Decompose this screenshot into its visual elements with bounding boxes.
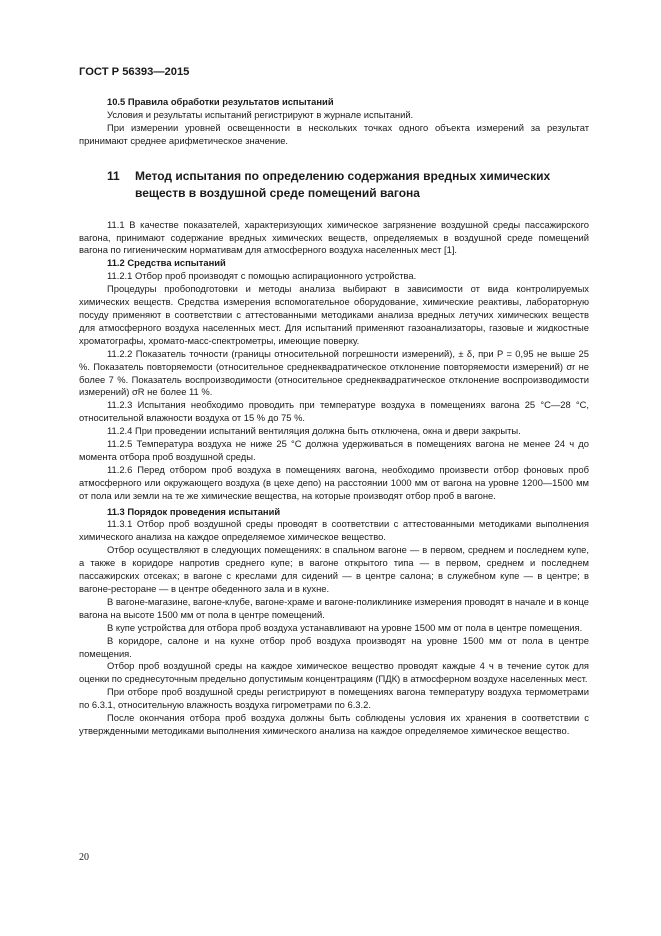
paragraph: При измерении уровней освещенности в нескольких точках одного объекта измерений за результат принимают среднее арифметическое значение. <box>79 121 589 146</box>
section-11-title-line1: Метод испытания по определению содержания вредных химических <box>135 168 551 183</box>
section-11-title <box>79 168 589 202</box>
page-content <box>79 96 589 738</box>
section-11-3-title: 11.3 Порядок проведения испытаний <box>107 505 281 517</box>
paragraph-11-1: 11.1 В качестве показателей, характеризующих химическое загрязнение воздушной среды пассажирского вагона, принимают содержание вредных химических веществ, определяемых в воздушной среде помещений вагона по гигиеническим нормативам для атмосферного воздуха населенных мест [1]. <box>79 218 589 256</box>
paragraph: Отбор проб воздушной среды на каждое химическое вещество проводят каждые 4 ч в течение суток для оценки по среднесуточным предельно допустимым концентрациям (ПДК) в атмосферном воздухе населенных мест. <box>79 660 589 685</box>
paragraph: При отборе проб воздушной среды регистрируют в помещениях вагона температуру воздуха термометрами по 6.3.1, относительную влажность воздуха гигрометрами по 6.3.2. <box>79 686 589 711</box>
paragraph: В купе устройства для отбора проб воздуха устанавливают на уровне 1500 мм от пола в центре помещения. <box>107 621 583 633</box>
paragraph: 11.2.2 Показатель точности (границы относительной погрешности измерений), ± δ, при P = 0,95 не выше 25 %. Показатель повторяемости (относительное среднеквадратическое отклонение повторяемости измерений) σr не более 7 %. Показатель воспроизводимости (относительное среднеквадратическое отклонение воспроизводимости измерений) σR не более 11 %. <box>79 347 589 398</box>
section-11-2-title: 11.2 Средства испытаний <box>107 257 226 269</box>
paragraph: Условия и результаты испытаний регистрируют в журнале испытаний. <box>107 108 414 120</box>
paragraph: 11.2.5 Температура воздуха не ниже 25 °С должна удерживаться в помещениях вагона не менее 24 ч до момента отбора проб воздушной среды. <box>79 438 589 462</box>
paragraph: 11.3.1 Отбор проб воздушной среды проводят в соответствии с аттестованными методиками выполнения химического анализа на каждое определяемое химическое вещество. <box>79 518 589 543</box>
paragraph: Отбор осуществляют в следующих помещениях: в спальном вагоне — в первом, среднем и последнем купе, а также в коридоре напротив среднего купе; в вагоне открытого типа — в первом, среднем и последнем пассажирских отсеках; в вагоне с креслами для сидений — в центре салона; в служебном купе — в центре; в вагоне-ресторане — в центре обеденного зала и в кухне. <box>79 544 589 594</box>
section-10-5-title: 10.5 Правила обработки результатов испытаний <box>107 96 334 107</box>
paragraph: 11.2.1 Отбор проб производят с помощью аспирационного устройства. <box>107 270 417 282</box>
paragraph: 11.2.4 При проведении испытаний вентиляция должна быть отключена, окна и двери закрыты. <box>107 425 521 437</box>
section-11-title-line2: веществ в воздушной среде помещений вагона <box>135 185 420 200</box>
paragraph: Процедуры пробоподготовки и методы анализа выбирают в зависимости от вида контролируемых химических веществ. Средства измерения вспомогательное оборудование, химические реактивы, лабораторную посуду применяют в соответствии с аттестованными методиками анализа вредных летучих химических веществ для атмосферного воздуха населенных мест. Для испытаний применяют газоанализаторы, газовые и жидкостные хроматографы, хромато-масс-спектрометры, имеющие поверку. <box>79 283 589 346</box>
page-number: 20 <box>79 852 89 863</box>
document-header: ГОСТ Р 56393—2015 <box>79 66 190 78</box>
paragraph: 11.2.3 Испытания необходимо проводить при температуре воздуха в помещениях вагона 25 °С—28 °С, относительной влажности воздуха от 15 % до 75 %. <box>79 399 589 424</box>
paragraph: В вагоне-магазине, вагоне-клубе, вагоне-храме и вагоне-поликлинике измерения проводят в начале и в конце вагона на высоте 1500 мм от пола в центре помещений. <box>79 595 589 620</box>
section-11-number: 11 <box>107 168 120 183</box>
paragraph: После окончания отбора проб воздуха должны быть соблюдены условия их хранения в соответствии с утвержденными методиками выполнения химического анализа на каждое определяемое химическое вещество. <box>79 712 589 736</box>
paragraph: В коридоре, салоне и на кухне отбор проб воздуха производят на уровне 1500 мм от пола в центре помещения. <box>79 634 589 659</box>
paragraph: 11.2.6 Перед отбором проб воздуха в помещениях вагона, необходимо произвести отбор фоновых проб атмосферного или окружающего воздуха (в цехе депо) на расстоянии 1000 мм от вагона на уровне 1200—1500 мм от пола или земли на те же химические вещества, на которые производят отбор проб в вагоне. <box>79 463 589 501</box>
